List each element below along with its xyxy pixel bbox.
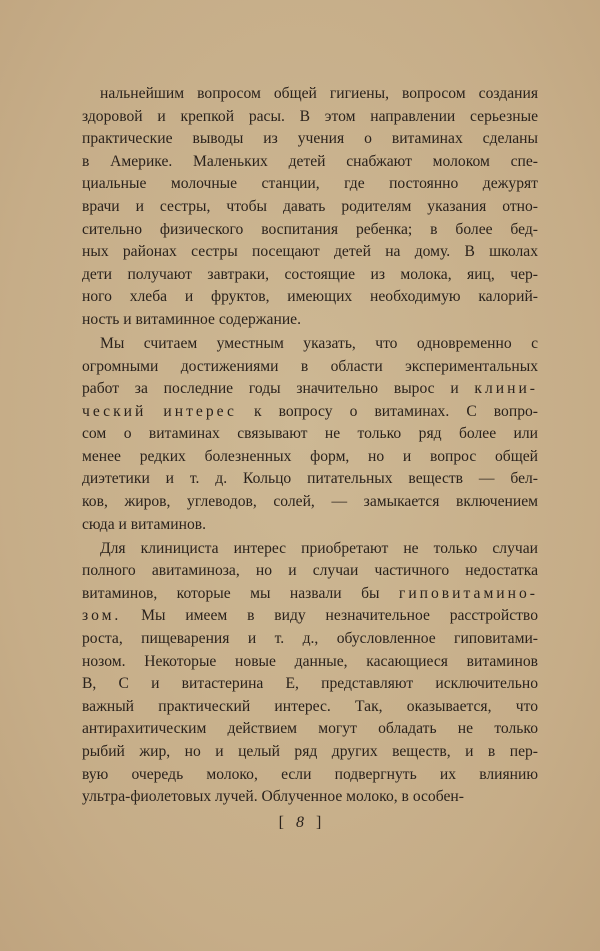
bracket-close: ] bbox=[316, 814, 322, 831]
text-line: ультра-фиолетовых лучей. Облученное молоко, в особен- bbox=[82, 788, 464, 806]
text-line: нальнейшим вопросом общей гигиены, вопросом создания bbox=[100, 85, 538, 102]
text-line: здоровой и крепкой расы. В этом направлении серьезные bbox=[82, 107, 538, 125]
text-line: диэтетики и т. д. Кольцо питательных веществ — бел- bbox=[82, 470, 538, 488]
text-line: ного хлеба и фруктов, имеющих необходимую калорий- bbox=[82, 288, 538, 306]
page-number bbox=[0, 814, 600, 832]
text-line: Мы считаем уместным указать, что одновременно с bbox=[100, 334, 538, 352]
text-line: витаминов, которые мы назвали бы гиповитамино- bbox=[82, 584, 538, 602]
text-line: ных районах сестры посещают детей на дому. В школах bbox=[82, 243, 538, 261]
bracket-open: [ bbox=[278, 814, 284, 831]
text-line: ческий интерес к вопросу о витаминах. С вопро- bbox=[82, 402, 538, 420]
text-line: В, С и витастерина Е, представляют исключительно bbox=[82, 675, 538, 693]
text-line: работ за последние годы значительно вырос и клини- bbox=[82, 380, 538, 398]
page-number-value: 8 bbox=[296, 814, 304, 831]
text-line: врачи и сестры, чтобы давать родителям указания отно- bbox=[82, 197, 538, 215]
text-line: огромными достижениями в области экспериментальных bbox=[82, 357, 538, 375]
text-line: роста, пищеварения и т. д., обусловленное гиповитами- bbox=[82, 630, 538, 648]
text-line: практические выводы из учения о витаминах сделаны bbox=[82, 130, 538, 148]
text-line: в Америке. Маленьких детей снабжают молоком спе- bbox=[82, 152, 538, 170]
text-line: менее редких болезненных форм, но и вопрос общей bbox=[82, 447, 538, 465]
paragraph bbox=[82, 83, 538, 332]
text-line: сом о витаминах связывают не только ряд более или bbox=[82, 425, 538, 443]
paragraph bbox=[82, 538, 538, 809]
text-line: циальные молочные станции, где постоянно дежурят bbox=[82, 175, 538, 193]
text-line: дети получают завтраки, состоящие из молока, яиц, чер- bbox=[82, 265, 538, 283]
body-text bbox=[82, 83, 538, 810]
text-line: антирахитическим действием могут обладать не только bbox=[82, 720, 538, 738]
paragraph bbox=[82, 333, 538, 536]
text-line: важный практический интерес. Так, оказывается, что bbox=[82, 697, 538, 715]
text-line: ность и витаминное содержание. bbox=[82, 310, 301, 328]
text-line: вую очередь молоко, если подвергнуть их влиянию bbox=[82, 765, 538, 783]
text-line: нозом. Некоторые новые данные, касающиеся витаминов bbox=[82, 652, 538, 670]
text-line: зом. Мы имеем в виду незначительное расстройство bbox=[82, 607, 538, 625]
text-line: полного авитаминоза, но и случаи частичного недостатка bbox=[82, 562, 538, 580]
text-line: сительно физического воспитания ребенка; в более бед- bbox=[82, 220, 538, 238]
text-line: рыбий жир, но и целый ряд других веществ, и в пер- bbox=[82, 743, 538, 760]
text-line: сюда и витаминов. bbox=[82, 515, 207, 533]
text-line: Для клинициста интерес приобретают не только случаи bbox=[100, 539, 538, 557]
text-line: ков, жиров, углеводов, солей, — замыкается включением bbox=[82, 493, 538, 511]
